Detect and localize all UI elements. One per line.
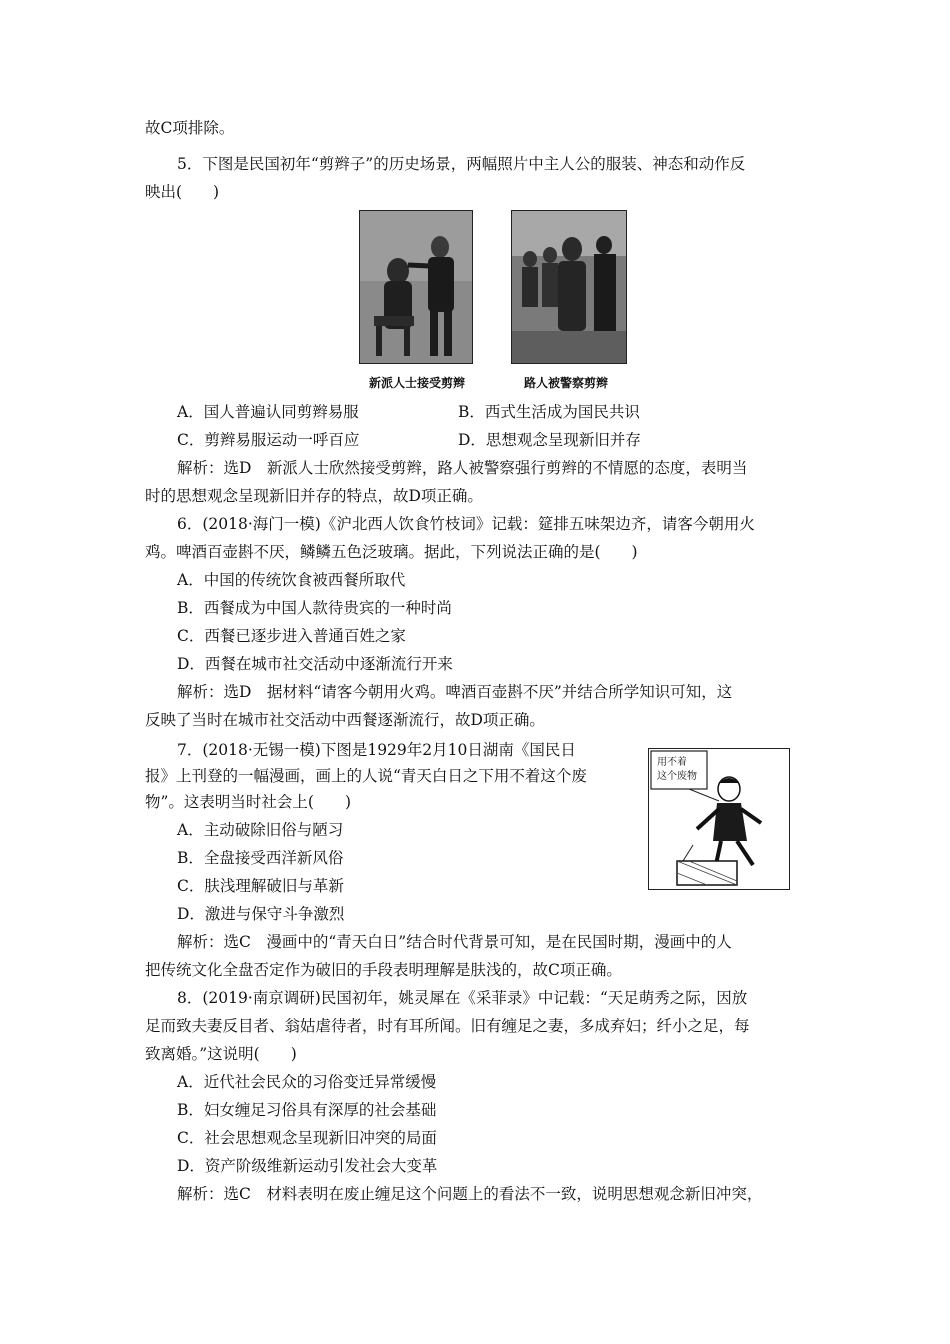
- answer-5: 解析：选D 新派人士欣然接受剪辫，路人被警察强行剪辫的不情愿的态度，表明当: [177, 459, 748, 477]
- option-d: D．激进与保守斗争激烈: [177, 905, 345, 923]
- cartoon-speech: 用不着: [657, 757, 687, 768]
- option-d: D．思想观念呈现新旧并存: [458, 431, 641, 449]
- option-a: A．中国的传统饮食被西餐所取代: [177, 571, 406, 589]
- option-a: A．近代社会民众的习俗变迁异常缓慢: [177, 1073, 437, 1091]
- question-8-stem: 8．(2019·南京调研)民国初年，姚灵犀在《采菲录》中记载：“天足萌秀之际，因放: [177, 989, 748, 1007]
- option-c: C．西餐已逐步进入普通百姓之家: [177, 627, 406, 645]
- question-7-stem: 7．(2018·无锡一模)下图是1929年2月10日湖南《国民日: [177, 741, 576, 759]
- photo-caption-right: 路人被警察剪辫: [524, 376, 609, 390]
- option-b: B．西式生活成为国民共识: [458, 403, 640, 421]
- svg-text:这个废物: 这个废物: [657, 771, 697, 782]
- answer-8: 解析：选C 材料表明在废止缠足这个问题上的看法不一致，说明思想观念新旧冲突，: [177, 1185, 763, 1203]
- cartoon-figure: [648, 748, 790, 890]
- question-5-stem: 5．下图是民国初年“剪辫子”的历史场景，两幅照片中主人公的服装、神态和动作反: [177, 155, 746, 173]
- question-7-stem: 报》上刊登的一幅漫画，画上的人说“青天白日之下用不着这个废: [145, 767, 587, 785]
- option-d: D．资产阶级维新运动引发社会大变革: [177, 1157, 438, 1175]
- option-b: B．妇女缠足习俗具有深厚的社会基础: [177, 1101, 437, 1119]
- question-7-stem: 物”。这表明当时社会上( ): [145, 793, 352, 811]
- text-line: 故C项排除。: [145, 119, 235, 137]
- option-a: A．国人普遍认同剪辫易服: [177, 403, 359, 421]
- answer-7: 把传统文化全盘否定作为破旧的手段表明理解是肤浅的，故C项正确。: [145, 961, 622, 979]
- answer-7: 解析：选C 漫画中的“青天白日”结合时代背景可知，是在民国时期，漫画中的人: [177, 933, 732, 951]
- question-8-stem: 致离婚。”这说明( ): [145, 1045, 297, 1063]
- photo-passerby-police-haircut: [511, 210, 627, 364]
- option-b: B．全盘接受西洋新风俗: [177, 849, 344, 867]
- question-8-stem: 足而致夫妻反目者、翁姑虐待者，时有耳所闻。旧有缠足之妻，多成弃妇；纤小之足，每: [145, 1017, 750, 1035]
- option-d: D．西餐在城市社交活动中逐渐流行开来: [177, 655, 453, 673]
- question-5-stem: 映出( ): [145, 183, 220, 201]
- photo-caption-left: 新派人士接受剪辫: [369, 376, 466, 390]
- option-c: C．剪辫易服运动一呼百应: [177, 431, 360, 449]
- option-a: A．主动破除旧俗与陋习: [177, 821, 344, 839]
- question-6-stem: 鸡。啤酒百壶斟不厌，鳞鳞五色泛玻璃。据此，下列说法正确的是( ): [145, 543, 638, 561]
- option-c: C．肤浅理解破旧与革新: [177, 877, 344, 895]
- answer-6: 反映了当时在城市社交活动中西餐逐渐流行，故D项正确。: [145, 711, 545, 729]
- option-c: C．社会思想观念呈现新旧冲突的局面: [177, 1129, 437, 1147]
- question-6-stem: 6．(2018·海门一模)《沪北西人饮食竹枝词》记载：筵排五味架边齐，请客今朝用火: [177, 515, 755, 533]
- photo-new-faction-haircut: [359, 210, 473, 364]
- answer-6: 解析：选D 据材料“请客今朝用火鸡。啤酒百壶斟不厌”并结合所学知识可知，这: [177, 683, 733, 701]
- option-b: B．西餐成为中国人款待贵宾的一种时尚: [177, 599, 452, 617]
- answer-5: 时的思想观念呈现新旧并存的特点，故D项正确。: [145, 487, 483, 505]
